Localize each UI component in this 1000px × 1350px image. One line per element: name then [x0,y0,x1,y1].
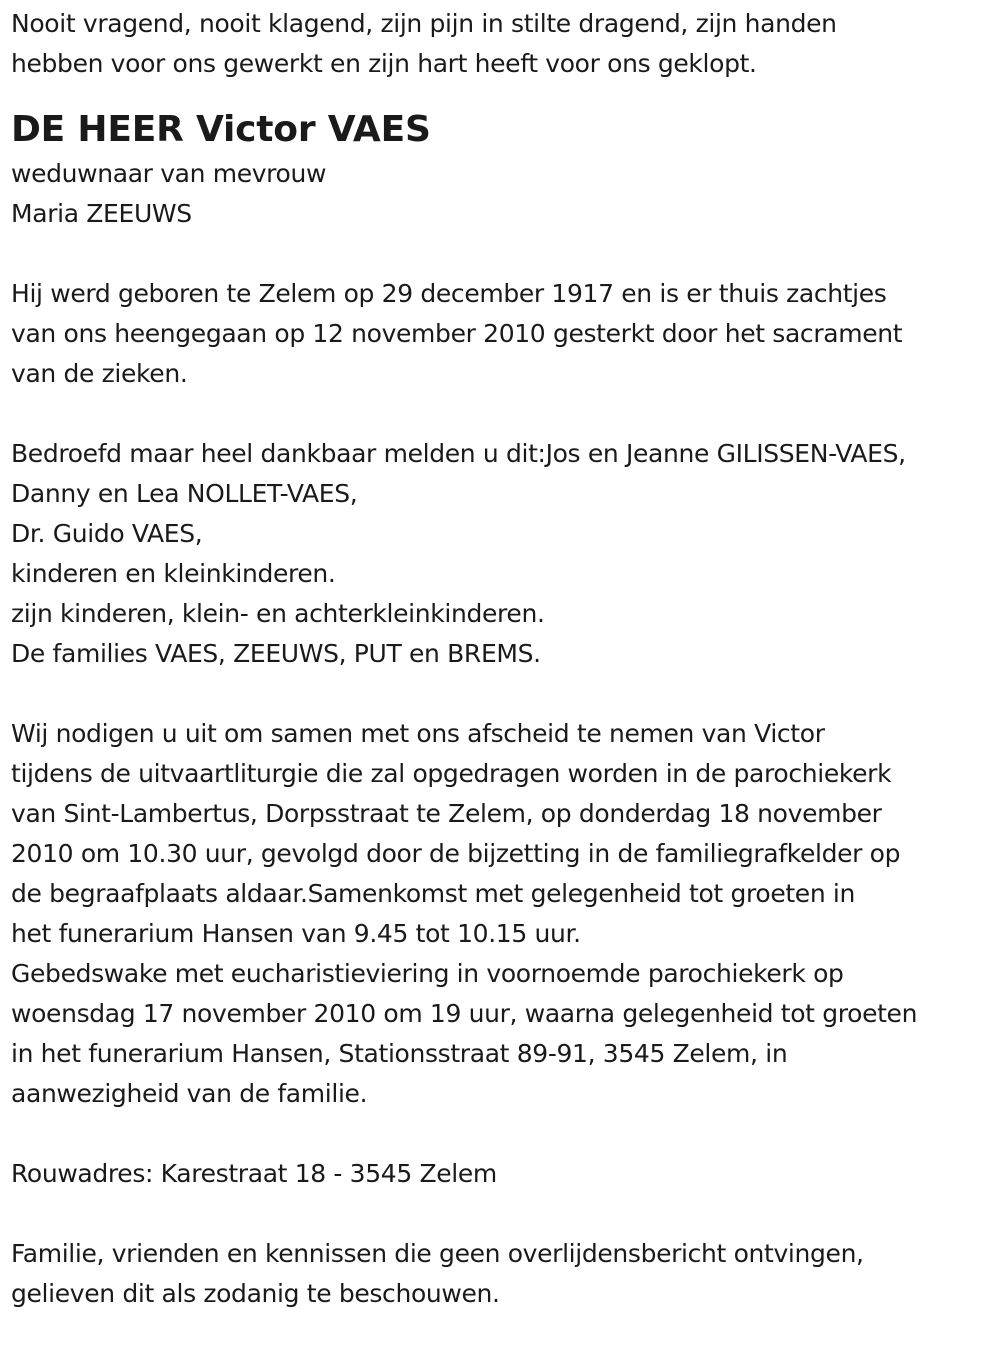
spouse-info [11,154,1000,234]
text-line: woensdag 17 november 2010 om 19 uur, waarna gelegenheid tot groeten [11,999,918,1028]
text-line: in het funerarium Hansen, Stationsstraat 89-91, 3545 Zelem, in [11,1039,788,1068]
motto-text [11,4,1000,84]
text-line: gelieven dit als zodanig te beschouwen. [11,1279,500,1308]
paragraph-gap [11,1194,1000,1234]
text-line: zijn kinderen, klein- en achterkleinkinderen. [11,599,545,628]
text-line: Bedroefd maar heel dankbaar melden u dit:Jos en Jeanne GILISSEN-VAES, [11,439,906,468]
text-line: van Sint-Lambertus, Dorpsstraat te Zelem, op donderdag 18 november [11,799,882,828]
text-line: Gebedswake met eucharistieviering in voornoemde parochiekerk op [11,959,844,988]
closing-paragraph [11,1234,1000,1314]
deceased-name: DE HEER Victor VAES [11,109,431,150]
motto-line: hebben voor ons gewerkt en zijn hart heeft voor ons geklopt. [11,49,757,78]
text-line: Wij nodigen u uit om samen met ons afscheid te nemen van Victor [11,719,825,748]
motto-line: Nooit vragend, nooit klagend, zijn pijn in stilte dragend, zijn handen [11,9,837,38]
text-line: Dr. Guido VAES, [11,519,203,548]
mourning-address: Rouwadres: Karestraat 18 - 3545 Zelem [11,1159,497,1188]
text-line: 2010 om 10.30 uur, gevolgd door de bijzetting in de familiegrafkelder op [11,839,901,868]
spouse-line: weduwnaar van mevrouw [11,159,327,188]
text-line: van ons heengegaan op 12 november 2010 gesterkt door het sacrament [11,319,903,348]
text-line: Familie, vrienden en kennissen die geen overlijdensbericht ontvingen, [11,1239,864,1268]
paragraph-gap [11,674,1000,714]
text-line: kinderen en kleinkinderen. [11,559,336,588]
birth-death-paragraph [11,274,1000,394]
spouse-line: Maria ZEEUWS [11,199,192,228]
text-line: De families VAES, ZEEUWS, PUT en BREMS. [11,639,541,668]
mourners-paragraph [11,434,1000,674]
text-line: Danny en Lea NOLLET-VAES, [11,479,358,508]
invitation-paragraph [11,714,1000,1114]
text-line: tijdens de uitvaartliturgie die zal opgedragen worden in de parochiekerk [11,759,892,788]
paragraph-gap [11,234,1000,274]
paragraph-gap [11,394,1000,434]
text-line: aanwezigheid van de familie. [11,1079,368,1108]
text-line: de begraafplaats aldaar.Samenkomst met gelegenheid tot groeten in [11,879,856,908]
text-line: het funerarium Hansen van 9.45 tot 10.15 uur. [11,919,581,948]
text-line: van de zieken. [11,359,188,388]
paragraph-gap [11,1114,1000,1154]
text-line: Hij werd geboren te Zelem op 29 december 1917 en is er thuis zachtjes [11,279,887,308]
